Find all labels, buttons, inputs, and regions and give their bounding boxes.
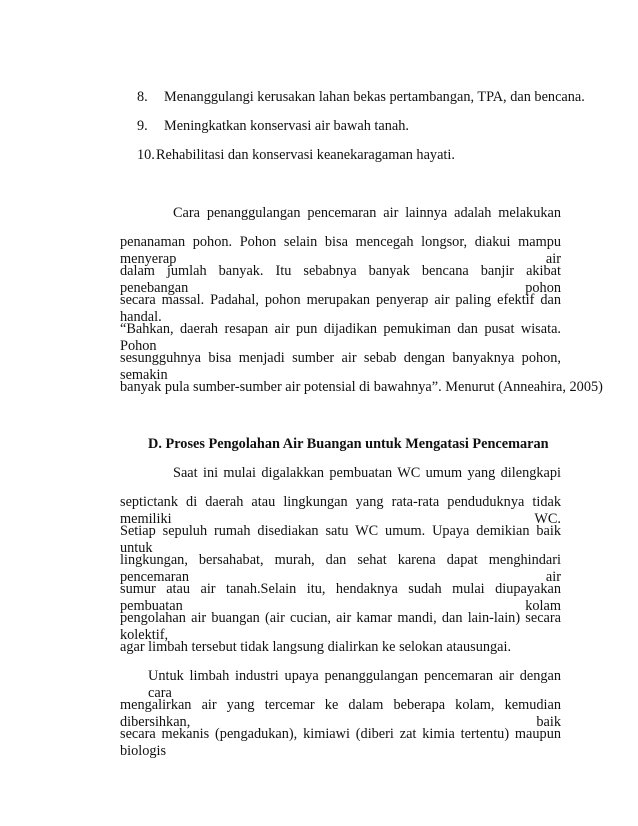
section-heading: D. Proses Pengolahan Air Buangan untuk Mengatasi Pencemaran: [148, 436, 549, 452]
list-item-number: 8.: [137, 89, 148, 105]
paragraph-line: Cara penanggulangan pencemaran air lainnya adalah melakukan: [173, 205, 561, 221]
paragraph-line: dalam jumlah banyak. Itu sebabnya banyak bencana banjir akibat penebangan pohon: [120, 263, 561, 296]
paragraph-line: “Bahkan, daerah resapan air pun dijadikan pemukiman dan pusat wisata. Pohon: [120, 321, 561, 354]
paragraph-line: sumur atau air tanah.Selain itu, hendaknya sudah mulai diupayakan pembuatan kolam: [120, 581, 561, 614]
list-item-text: Menanggulangi kerusakan lahan bekas pertambangan, TPA, dan bencana.: [164, 89, 585, 105]
paragraph-line: penanaman pohon. Pohon selain bisa mencegah longsor, diakui mampu menyerap air: [120, 234, 561, 267]
list-item-text: Meningkatkan konservasi air bawah tanah.: [164, 118, 409, 134]
paragraph-line: septictank di daerah atau lingkungan yang rata-rata penduduknya tidak memiliki WC.: [120, 494, 561, 527]
paragraph-line: secara massal. Padahal, pohon merupakan penyerap air paling efektif dan handal.: [120, 292, 561, 325]
paragraph-line: Untuk limbah industri upaya penanggulangan pencemaran air dengan cara: [148, 668, 561, 701]
list-item-number: 9.: [137, 118, 148, 134]
paragraph-line: pengolahan air buangan (air cucian, air kamar mandi, dan lain-lain) secara kolektif,: [120, 610, 561, 643]
paragraph-line: mengalirkan air yang tercemar ke dalam beberapa kolam, kemudian dibersihkan, baik: [120, 697, 561, 730]
list-item-number: 10.: [137, 147, 155, 163]
paragraph-line: lingkungan, bersahabat, murah, dan sehat karena dapat menghindari pencemaran air: [120, 552, 561, 585]
paragraph-line: Saat ini mulai digalakkan pembuatan WC umum yang dilengkapi: [173, 465, 561, 481]
paragraph-line: Setiap sepuluh rumah disediakan satu WC umum. Upaya demikian baik untuk: [120, 523, 561, 556]
paragraph-line: secara mekanis (pengadukan), kimiawi (diberi zat kimia tertentu) maupun biologis: [120, 726, 561, 759]
paragraph-line: agar limbah tersebut tidak langsung dialirkan ke selokan atausungai.: [120, 639, 512, 655]
paragraph-line: banyak pula sumber-sumber air potensial di bawahnya”. Menurut (Anneahira, 2005): [120, 379, 603, 395]
list-item-text: Rehabilitasi dan konservasi keanekaragaman hayati.: [156, 147, 455, 163]
paragraph-line: sesungguhnya bisa menjadi sumber air sebab dengan banyaknya pohon, semakin: [120, 350, 561, 383]
